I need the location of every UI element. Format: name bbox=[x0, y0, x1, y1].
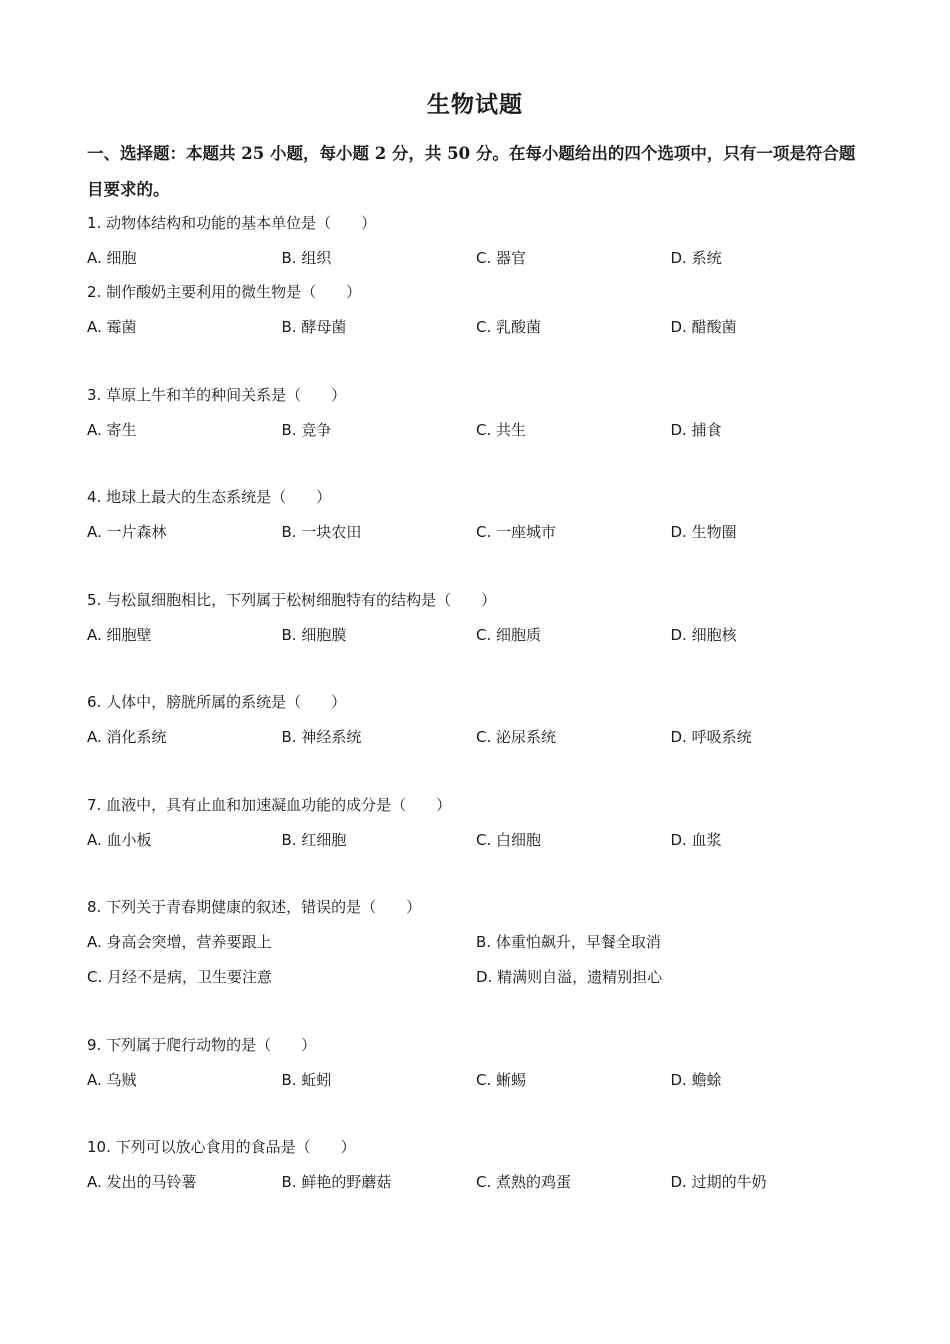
option-label: B. bbox=[281, 318, 297, 336]
option-label: C. bbox=[476, 249, 492, 267]
option-label: C. bbox=[476, 1071, 492, 1089]
option-label: C. bbox=[476, 831, 492, 849]
options-row bbox=[87, 312, 867, 347]
option-label: C. bbox=[476, 421, 492, 439]
question-text: 动物体结构和功能的基本单位是（ ） bbox=[106, 214, 377, 232]
option-text: 神经系统 bbox=[301, 728, 362, 746]
question-stem bbox=[87, 208, 867, 243]
option-d[interactable] bbox=[671, 1065, 866, 1100]
question-4 bbox=[87, 482, 867, 552]
option-a[interactable] bbox=[87, 415, 282, 450]
option-c[interactable] bbox=[476, 1167, 671, 1202]
option-label: D. bbox=[476, 968, 493, 986]
option-b[interactable] bbox=[282, 1167, 477, 1202]
option-a[interactable] bbox=[87, 825, 282, 860]
option-label: A. bbox=[87, 318, 102, 336]
question-stem bbox=[87, 482, 867, 517]
question-5 bbox=[87, 585, 867, 655]
option-label: A. bbox=[87, 831, 102, 849]
option-label: B. bbox=[281, 626, 297, 644]
option-label: C. bbox=[476, 523, 492, 541]
option-text: 呼吸系统 bbox=[691, 728, 752, 746]
option-a[interactable] bbox=[87, 722, 282, 757]
question-number: 5. bbox=[87, 591, 102, 609]
option-text: 血浆 bbox=[691, 831, 722, 849]
question-number: 3. bbox=[87, 386, 102, 404]
option-text: 过期的牛奶 bbox=[691, 1173, 767, 1191]
options-row bbox=[87, 825, 867, 860]
option-c[interactable] bbox=[476, 415, 671, 450]
question-stem bbox=[87, 1132, 867, 1167]
question-number: 7. bbox=[87, 796, 102, 814]
option-label: B. bbox=[476, 933, 492, 951]
option-label: C. bbox=[476, 1173, 492, 1191]
option-label: A. bbox=[87, 249, 102, 267]
option-text: 细胞核 bbox=[691, 626, 737, 644]
option-text: 发出的马铃薯 bbox=[106, 1173, 197, 1191]
option-b[interactable] bbox=[282, 825, 477, 860]
option-d[interactable] bbox=[671, 620, 866, 655]
option-c[interactable] bbox=[476, 620, 671, 655]
options-row bbox=[87, 722, 867, 757]
option-label: A. bbox=[87, 933, 102, 951]
option-label: A. bbox=[87, 523, 102, 541]
option-text: 蟾蜍 bbox=[691, 1071, 722, 1089]
question-number: 9. bbox=[87, 1036, 102, 1054]
question-number: 1. bbox=[87, 214, 102, 232]
question-1 bbox=[87, 208, 867, 278]
option-text: 泌尿系统 bbox=[496, 728, 557, 746]
option-text: 细胞壁 bbox=[106, 626, 152, 644]
option-text: 寄生 bbox=[106, 421, 137, 439]
question-text: 地球上最大的生态系统是（ ） bbox=[106, 488, 332, 506]
option-label: C. bbox=[476, 626, 492, 644]
option-c[interactable] bbox=[476, 243, 671, 278]
option-d[interactable] bbox=[671, 825, 866, 860]
option-text: 煮熟的鸡蛋 bbox=[496, 1173, 572, 1191]
option-a[interactable] bbox=[87, 517, 282, 552]
option-d[interactable] bbox=[476, 962, 865, 997]
option-text: 组织 bbox=[301, 249, 332, 267]
options-row bbox=[87, 620, 867, 655]
option-text: 器官 bbox=[496, 249, 527, 267]
option-text: 细胞 bbox=[106, 249, 137, 267]
option-d[interactable] bbox=[671, 517, 866, 552]
options-grid bbox=[87, 927, 867, 997]
option-b[interactable] bbox=[282, 1065, 477, 1100]
option-label: D. bbox=[670, 421, 687, 439]
option-text: 霉菌 bbox=[106, 318, 137, 336]
option-text: 系统 bbox=[691, 249, 722, 267]
option-c[interactable] bbox=[476, 722, 671, 757]
option-a[interactable] bbox=[87, 1167, 282, 1202]
option-text: 身高会突增，营养要跟上 bbox=[106, 933, 272, 951]
option-c[interactable] bbox=[87, 962, 476, 997]
option-a[interactable] bbox=[87, 312, 282, 347]
option-c[interactable] bbox=[476, 825, 671, 860]
question-stem bbox=[87, 380, 867, 415]
option-d[interactable] bbox=[671, 722, 866, 757]
question-text: 草原上牛和羊的种间关系是（ ） bbox=[106, 386, 347, 404]
option-label: B. bbox=[281, 1071, 297, 1089]
question-number: 4. bbox=[87, 488, 102, 506]
question-stem bbox=[87, 585, 867, 620]
option-label: A. bbox=[87, 421, 102, 439]
question-6 bbox=[87, 687, 867, 757]
question-stem bbox=[87, 687, 867, 722]
question-7 bbox=[87, 790, 867, 860]
section-heading: 一、选择题：本题共 25 小题，每小题 2 分，共 50 分。在每小题给出的四个选项中，只有一项是符合题目要求的。 bbox=[87, 144, 856, 199]
option-text: 体重怕飙升，早餐全取消 bbox=[495, 933, 661, 951]
question-text: 制作酸奶主要利用的微生物是（ ） bbox=[106, 283, 362, 301]
question-text: 与松鼠细胞相比，下列属于松树细胞特有的结构是（ ） bbox=[106, 591, 497, 609]
option-a[interactable] bbox=[87, 1065, 282, 1100]
question-number: 10. bbox=[87, 1138, 111, 1156]
question-3 bbox=[87, 380, 867, 450]
option-d[interactable] bbox=[671, 312, 866, 347]
option-b[interactable] bbox=[282, 620, 477, 655]
option-label: B. bbox=[281, 421, 297, 439]
option-text: 竞争 bbox=[301, 421, 332, 439]
option-a[interactable] bbox=[87, 620, 282, 655]
option-label: D. bbox=[670, 626, 687, 644]
option-text: 月经不是病，卫生要注意 bbox=[107, 968, 273, 986]
question-text: 下列属于爬行动物的是（ ） bbox=[106, 1036, 317, 1054]
question-text: 下列关于青春期健康的叙述，错误的是（ ） bbox=[106, 898, 422, 916]
option-text: 一座城市 bbox=[496, 523, 557, 541]
option-b[interactable] bbox=[282, 517, 477, 552]
option-label: C. bbox=[87, 968, 103, 986]
option-b[interactable] bbox=[282, 415, 477, 450]
option-label: A. bbox=[87, 1071, 102, 1089]
option-text: 细胞膜 bbox=[301, 626, 347, 644]
option-label: C. bbox=[476, 318, 492, 336]
option-label: A. bbox=[87, 1173, 102, 1191]
option-text: 血小板 bbox=[106, 831, 152, 849]
option-d[interactable] bbox=[671, 415, 866, 450]
option-label: D. bbox=[670, 249, 687, 267]
option-text: 消化系统 bbox=[106, 728, 167, 746]
question-number: 8. bbox=[87, 898, 102, 916]
question-text: 人体中，膀胱所属的系统是（ ） bbox=[106, 693, 347, 711]
question-stem bbox=[87, 277, 867, 312]
option-b[interactable] bbox=[282, 312, 477, 347]
page-title: 生物试题 bbox=[427, 92, 523, 118]
option-c[interactable] bbox=[476, 517, 671, 552]
question-number: 2. bbox=[87, 283, 102, 301]
option-text: 共生 bbox=[496, 421, 527, 439]
option-text: 精满则自溢，遗精别担心 bbox=[497, 968, 663, 986]
option-text: 鲜艳的野蘑菇 bbox=[301, 1173, 392, 1191]
option-a[interactable] bbox=[87, 243, 282, 278]
option-c[interactable] bbox=[476, 1065, 671, 1100]
question-10 bbox=[87, 1132, 867, 1202]
question-stem bbox=[87, 790, 867, 825]
option-label: D. bbox=[670, 1173, 687, 1191]
option-label: D. bbox=[670, 831, 687, 849]
options-row bbox=[87, 517, 867, 552]
option-text: 细胞质 bbox=[496, 626, 542, 644]
option-b[interactable] bbox=[476, 927, 865, 962]
option-label: D. bbox=[670, 1071, 687, 1089]
options-row bbox=[87, 243, 867, 278]
question-number: 6. bbox=[87, 693, 102, 711]
option-label: B. bbox=[281, 728, 297, 746]
question-stem bbox=[87, 892, 867, 927]
option-text: 白细胞 bbox=[496, 831, 542, 849]
question-text: 血液中，具有止血和加速凝血功能的成分是（ ） bbox=[106, 796, 452, 814]
option-text: 红细胞 bbox=[301, 831, 347, 849]
option-label: B. bbox=[281, 523, 297, 541]
option-a[interactable] bbox=[87, 927, 476, 962]
option-label: B. bbox=[281, 1173, 297, 1191]
option-c[interactable] bbox=[476, 312, 671, 347]
option-text: 乳酸菌 bbox=[496, 318, 542, 336]
option-label: B. bbox=[281, 831, 297, 849]
options-row bbox=[87, 415, 867, 450]
option-label: B. bbox=[281, 249, 297, 267]
question-text: 下列可以放心食用的食品是（ ） bbox=[115, 1138, 356, 1156]
question-stem bbox=[87, 1030, 867, 1065]
option-label: D. bbox=[670, 728, 687, 746]
option-label: D. bbox=[670, 523, 687, 541]
option-text: 捕食 bbox=[691, 421, 722, 439]
option-text: 蚯蚓 bbox=[301, 1071, 332, 1089]
option-b[interactable] bbox=[282, 243, 477, 278]
option-label: A. bbox=[87, 728, 102, 746]
option-d[interactable] bbox=[671, 1167, 866, 1202]
option-text: 蜥蜴 bbox=[496, 1071, 527, 1089]
question-2 bbox=[87, 277, 867, 347]
options-row bbox=[87, 1065, 867, 1100]
option-label: A. bbox=[87, 626, 102, 644]
option-b[interactable] bbox=[282, 722, 477, 757]
options-row bbox=[87, 1167, 867, 1202]
option-label: D. bbox=[670, 318, 687, 336]
option-text: 生物圈 bbox=[691, 523, 737, 541]
question-9 bbox=[87, 1030, 867, 1100]
option-text: 一片森林 bbox=[106, 523, 167, 541]
option-text: 一块农田 bbox=[301, 523, 362, 541]
option-text: 酵母菌 bbox=[301, 318, 347, 336]
option-label: C. bbox=[476, 728, 492, 746]
option-d[interactable] bbox=[671, 243, 866, 278]
option-text: 醋酸菌 bbox=[691, 318, 737, 336]
question-8 bbox=[87, 892, 867, 997]
option-text: 乌贼 bbox=[106, 1071, 137, 1089]
